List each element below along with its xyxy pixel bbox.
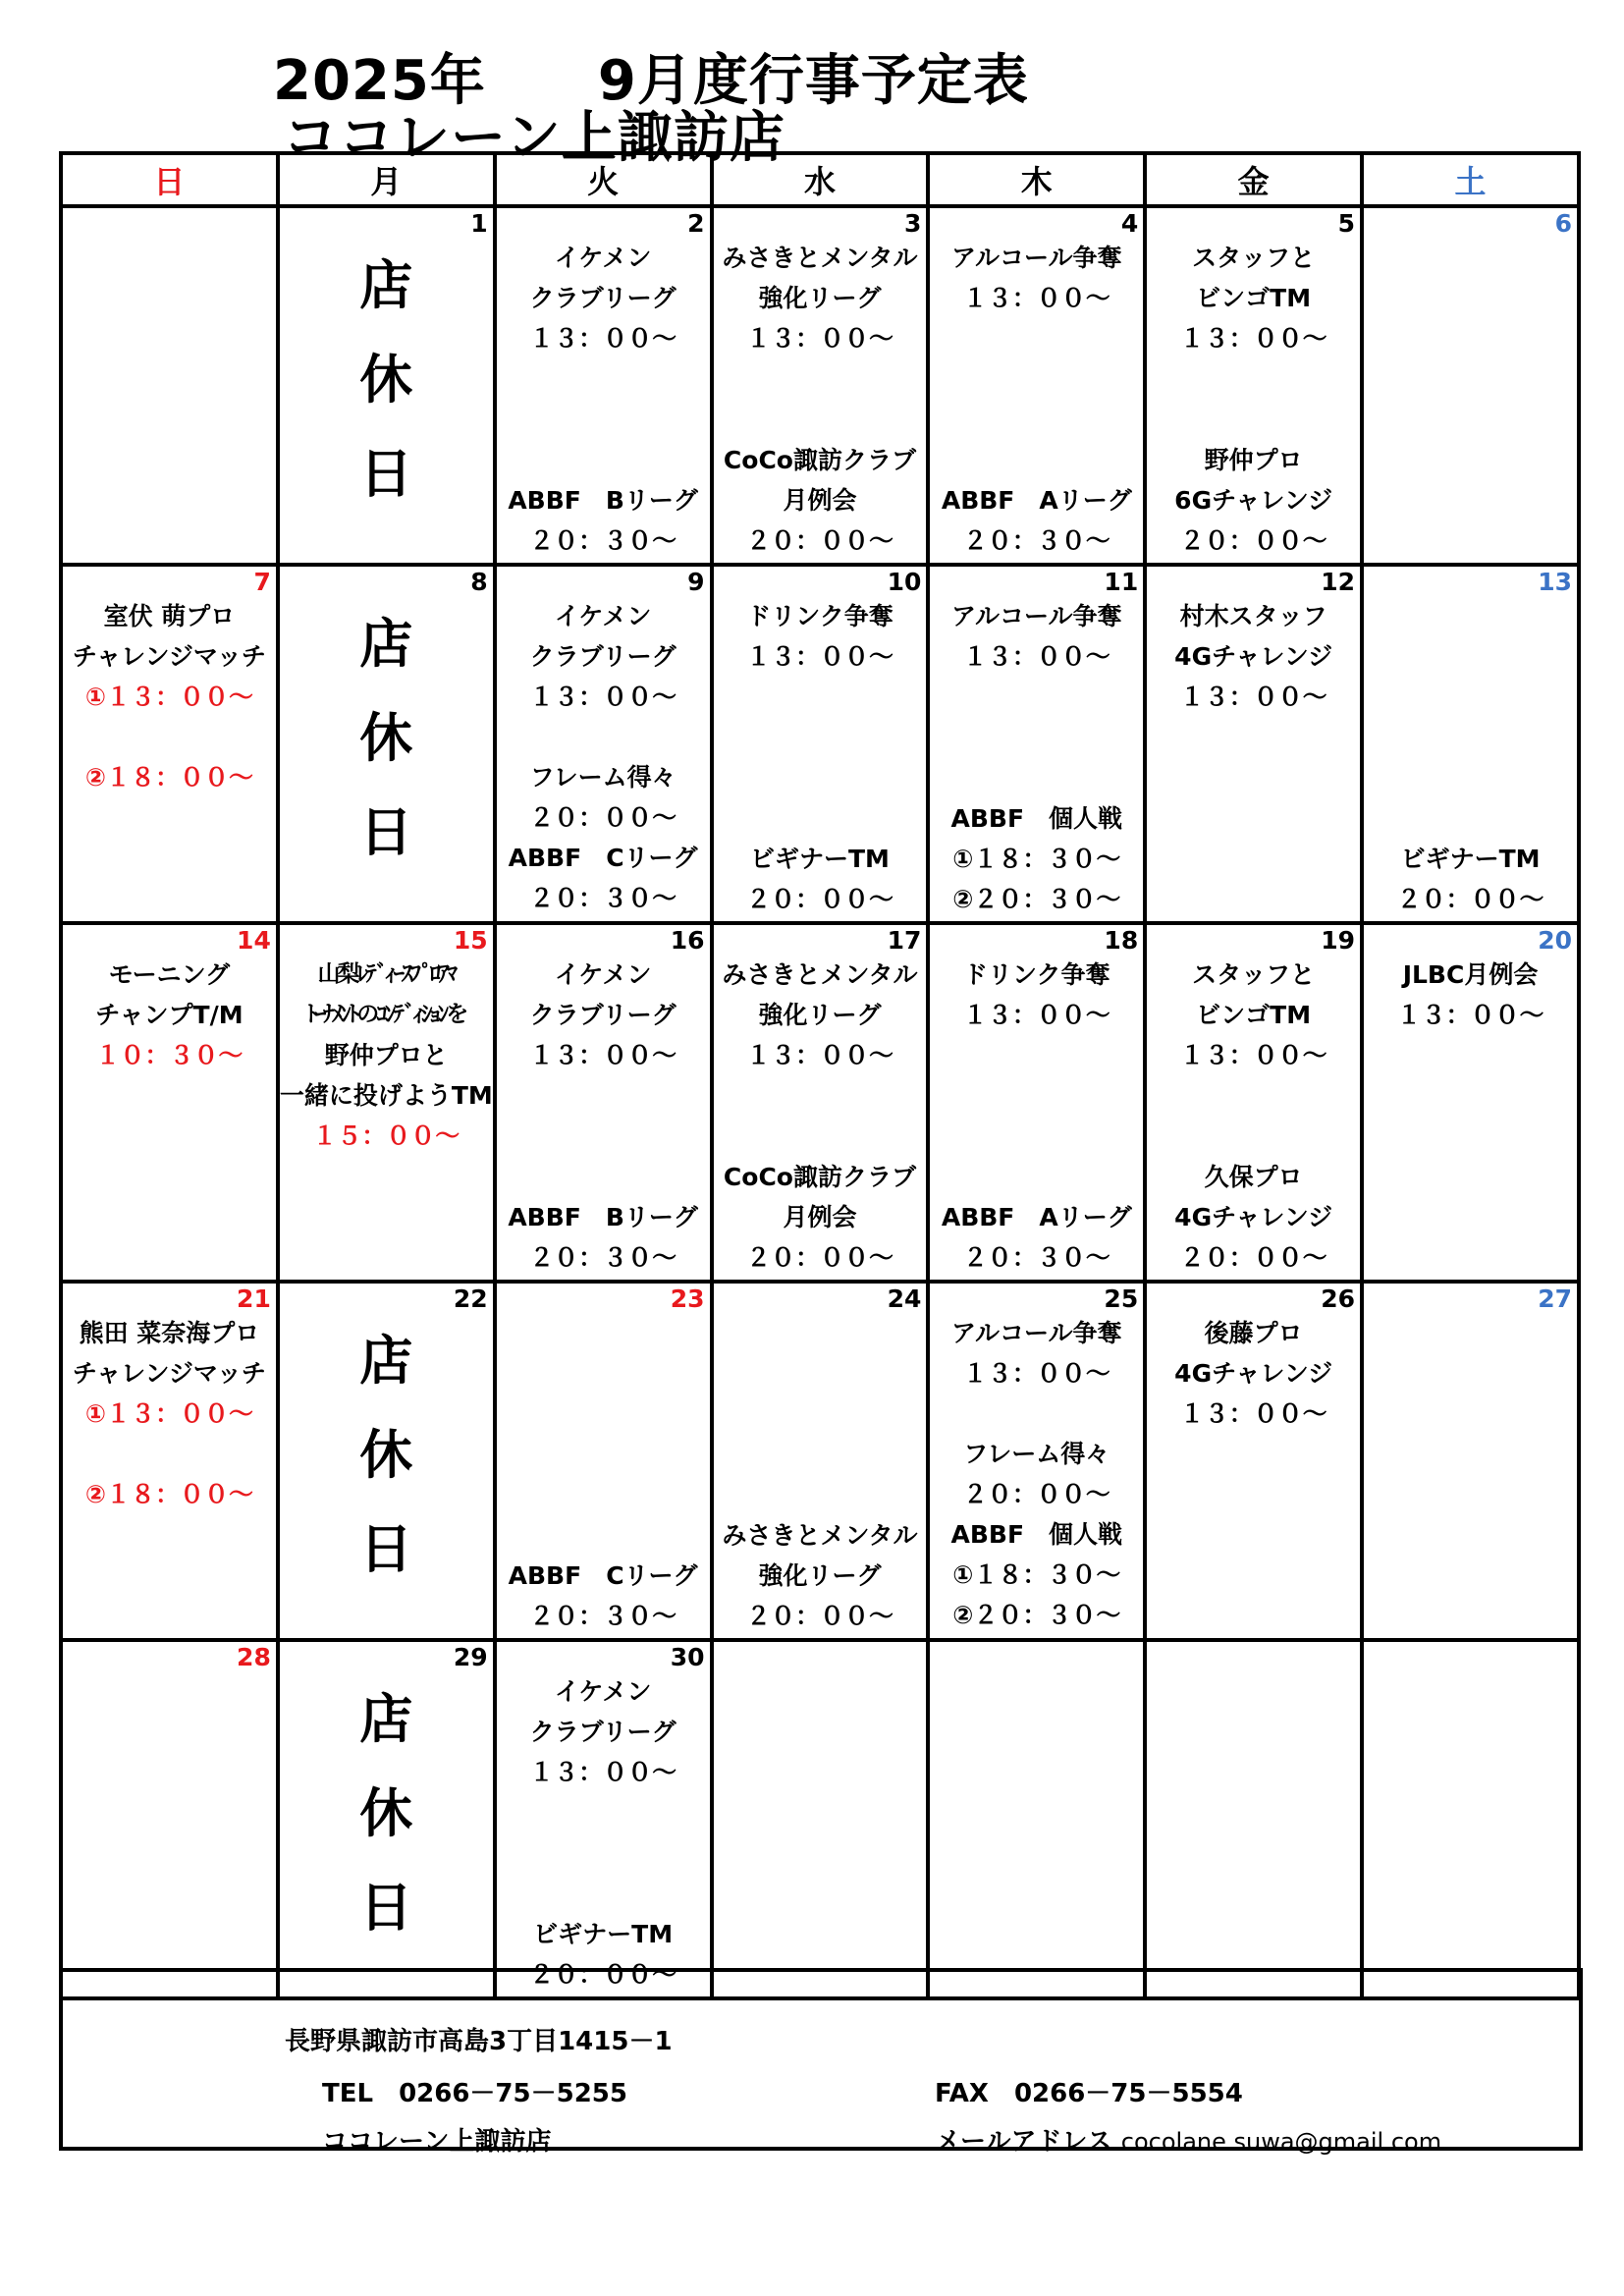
- event-line: クラブリーグ: [529, 1001, 677, 1029]
- day-number: 28: [237, 1643, 271, 1671]
- store-mail: [935, 2121, 1441, 2158]
- day-number: 29: [453, 1643, 488, 1671]
- event-line: ビギナーTM: [533, 1920, 674, 1948]
- event-line: 6Gチャレンジ: [1174, 486, 1333, 515]
- day-number: [1364, 1642, 1577, 1671]
- event-bottom-group: [930, 798, 1143, 919]
- day-number: 17: [887, 926, 922, 955]
- event-line: ２０：００～: [1396, 885, 1544, 913]
- day-number: 22: [453, 1285, 488, 1313]
- day-number: 14: [237, 926, 271, 955]
- spacer: [497, 717, 710, 757]
- event-line: 4Gチャレンジ: [1174, 1203, 1333, 1231]
- day-number: 30: [670, 1643, 705, 1671]
- day-cell: [1145, 923, 1362, 1282]
- event-line: ②２０：３０～: [952, 885, 1121, 913]
- spacer: [63, 717, 276, 757]
- mail-address: cocolane.suwa@gmail.com: [1120, 2128, 1442, 2156]
- event-line: １３：００～: [962, 642, 1110, 671]
- day-cell: [712, 923, 929, 1282]
- event-line: 山梨ﾚﾃﾞｨｰｽﾌﾟﾛｱﾏ: [317, 961, 456, 987]
- event-line: 強化リーグ: [758, 284, 882, 312]
- event-line: イケメン: [554, 602, 652, 630]
- event-bottom-group: [497, 1556, 710, 1636]
- event-bottom-group: [930, 480, 1143, 561]
- store-tel: TEL 0266－75－5255: [322, 2079, 627, 2108]
- event-line: １３：００～: [1179, 1041, 1327, 1069]
- event-line: みさきとメンタル: [722, 244, 918, 272]
- event-line: ２０：００～: [745, 885, 893, 913]
- weekday-sat: 土: [1362, 153, 1579, 206]
- day-number: 26: [1321, 1285, 1356, 1313]
- event-line: ABBF Aリーグ: [941, 486, 1132, 515]
- event-line: ①１３：００～: [84, 683, 253, 711]
- week-row: [61, 565, 1579, 923]
- event-line: 強化リーグ: [758, 1001, 882, 1029]
- day-cell: [61, 206, 278, 565]
- closed-day-label: 休: [359, 707, 413, 769]
- weekday-tue: 火: [495, 153, 712, 206]
- event-line: １３：００～: [529, 324, 677, 353]
- event-bottom-group: [714, 1157, 927, 1278]
- event-bottom-group: [714, 839, 927, 919]
- event-line: イケメン: [554, 244, 652, 272]
- weekday-header-row: [61, 153, 1579, 206]
- event-bottom-group: [1147, 1157, 1360, 1278]
- day-cell: [712, 206, 929, 565]
- day-cell: [495, 1640, 712, 1998]
- day-number: 21: [237, 1285, 271, 1313]
- event-bottom-group: [497, 480, 710, 561]
- event-line: １３：００～: [529, 1041, 677, 1069]
- event-line: ①１８：３０～: [952, 845, 1121, 873]
- week-row: [61, 923, 1579, 1282]
- store-name: ココレーン上諏訪店: [283, 106, 785, 170]
- event-line: 月例会: [783, 1203, 857, 1231]
- event-line: クラブリーグ: [529, 642, 677, 671]
- spacer: [63, 1434, 276, 1474]
- event-line: ドリンク争奪: [963, 960, 1110, 989]
- day-cell: [495, 206, 712, 565]
- event-line: ２０：００～: [745, 526, 893, 555]
- event-line: 月例会: [783, 486, 857, 515]
- event-line: チャンプT/M: [95, 1001, 244, 1029]
- event-line: １３：００～: [745, 324, 893, 353]
- store-fax: FAX 0266－75－5554: [935, 2079, 1243, 2108]
- event-line: ビギナーTM: [749, 845, 890, 873]
- event-line: 後藤プロ: [1204, 1319, 1303, 1347]
- day-cell: [1362, 1640, 1579, 1998]
- day-number: 12: [1321, 568, 1356, 596]
- event-line: ABBF Bリーグ: [508, 1203, 698, 1231]
- event-line: スタッフと: [1192, 960, 1316, 989]
- day-number: 18: [1104, 926, 1139, 955]
- event-line: イケメン: [554, 960, 652, 989]
- day-cell: [61, 1282, 278, 1640]
- event-line: ②１８：００～: [84, 1480, 253, 1508]
- day-number: 20: [1538, 926, 1572, 955]
- day-number: 13: [1538, 568, 1572, 596]
- day-number: 19: [1321, 926, 1356, 955]
- day-number: 2: [687, 209, 705, 238]
- day-cell: [928, 1640, 1145, 1998]
- day-cell: [278, 206, 495, 565]
- event-line: 室伏 萌プロ: [103, 602, 236, 630]
- event-line: フレーム得々: [963, 1440, 1110, 1468]
- day-number: 3: [903, 209, 922, 238]
- event-line: 野仲プロと: [324, 1041, 448, 1069]
- event-line: ２０：００～: [745, 1243, 893, 1272]
- event-line: １０：３０～: [95, 1041, 244, 1069]
- day-number: 10: [887, 568, 922, 596]
- day-cell: [928, 206, 1145, 565]
- event-line: ABBF 個人戦: [950, 804, 1123, 833]
- event-line: 一緒に投げようTM: [279, 1081, 493, 1110]
- closed-day-label: 日: [359, 1518, 413, 1580]
- day-number: 6: [1554, 209, 1572, 238]
- day-cell: [1145, 565, 1362, 923]
- day-cell: [1145, 206, 1362, 565]
- event-line: ２０：００～: [745, 1602, 893, 1630]
- day-number: 24: [887, 1285, 922, 1313]
- event-line: ビンゴTM: [1196, 284, 1312, 312]
- event-bottom-group: [930, 1197, 1143, 1278]
- day-number: [63, 208, 276, 238]
- event-line: ビギナーTM: [1400, 845, 1541, 873]
- closed-day-label: 休: [359, 349, 413, 410]
- day-cell: [712, 565, 929, 923]
- day-cell: [61, 1640, 278, 1998]
- day-cell: [1145, 1282, 1362, 1640]
- day-number: 16: [670, 926, 705, 955]
- day-number: 25: [1104, 1285, 1139, 1313]
- event-line: ２０：００～: [529, 803, 677, 832]
- event-line: １３：００～: [962, 1001, 1110, 1029]
- event-line: JLBC月例会: [1402, 960, 1539, 989]
- weekday-thu: 木: [928, 153, 1145, 206]
- event-line: ２０：３０～: [529, 1243, 677, 1272]
- mail-label: メールアドレス: [935, 2127, 1112, 2157]
- day-cell: [928, 923, 1145, 1282]
- event-line: クラブリーグ: [529, 284, 677, 312]
- day-number: [930, 1642, 1143, 1671]
- week-row: [61, 1282, 1579, 1640]
- event-line: アルコール争奪: [951, 244, 1122, 272]
- event-line: 久保プロ: [1204, 1163, 1303, 1191]
- event-line: みさきとメンタル: [722, 960, 918, 989]
- weekday-mon: 月: [278, 153, 495, 206]
- event-line: 4Gチャレンジ: [1174, 1359, 1333, 1388]
- event-line: 熊田 菜奈海プロ: [79, 1319, 260, 1347]
- day-number: 23: [670, 1285, 705, 1313]
- event-line: アルコール争奪: [951, 1319, 1122, 1347]
- closed-day-label: 休: [359, 1424, 413, 1486]
- event-line: ABBF Cリーグ: [508, 844, 698, 872]
- event-line: １３：００～: [1179, 1399, 1327, 1428]
- event-line: アルコール争奪: [951, 602, 1122, 630]
- day-cell: [1362, 923, 1579, 1282]
- weekday-sun: 日: [61, 153, 278, 206]
- event-line: 4Gチャレンジ: [1174, 642, 1333, 671]
- day-number: 1: [470, 209, 488, 238]
- day-cell: [495, 1282, 712, 1640]
- event-bottom-group: [1364, 839, 1577, 919]
- event-line: ドリンク争奪: [746, 602, 893, 630]
- event-line: 強化リーグ: [758, 1561, 882, 1590]
- spacer: [930, 1394, 1143, 1434]
- closed-day-label: 店: [359, 1688, 413, 1750]
- page-title: 2025年 9月度行事予定表: [273, 49, 1029, 113]
- weekday-wed: 水: [712, 153, 929, 206]
- day-number: 4: [1120, 209, 1139, 238]
- day-number: 5: [1337, 209, 1356, 238]
- event-line: ２０：３０～: [962, 526, 1110, 555]
- week-row: [61, 1640, 1579, 1998]
- day-cell: [278, 1640, 495, 1998]
- event-line: １３：００～: [745, 1041, 893, 1069]
- event-line: ②１８：００～: [84, 763, 253, 792]
- closed-day-label: 日: [359, 1877, 413, 1939]
- event-line: フレーム得々: [529, 763, 677, 792]
- event-line: みさきとメンタル: [722, 1521, 918, 1550]
- day-number: 7: [253, 568, 271, 596]
- day-cell: [61, 923, 278, 1282]
- event-line: 村木スタッフ: [1179, 602, 1327, 630]
- event-line: イケメン: [554, 1677, 652, 1706]
- event-line: ①１８：３０～: [952, 1560, 1121, 1589]
- event-line: ２０：００～: [529, 1960, 677, 1989]
- event-line: １３：００～: [529, 1758, 677, 1786]
- event-line: ２０：００～: [1179, 526, 1327, 555]
- event-line: ２０：３０～: [529, 526, 677, 555]
- day-number: [714, 1642, 927, 1671]
- event-line: ﾄｰﾅﾒﾝﾄのｺﾝﾃﾞｨｼｮﾝを: [306, 1002, 466, 1027]
- day-cell: [495, 565, 712, 923]
- week-row: [61, 206, 1579, 565]
- event-line: ２０：３０～: [529, 884, 677, 912]
- day-number: 27: [1538, 1285, 1572, 1313]
- store-name-footer: ココレーン上諏訪店: [322, 2127, 552, 2157]
- closed-day-label: 休: [359, 1782, 413, 1844]
- day-number: 11: [1104, 568, 1139, 596]
- event-line: ABBF Bリーグ: [508, 486, 698, 515]
- day-number: 8: [470, 568, 488, 596]
- closed-day-label: 店: [359, 613, 413, 675]
- day-cell: [712, 1282, 929, 1640]
- day-cell: [1362, 1282, 1579, 1640]
- closed-day-label: 日: [359, 801, 413, 863]
- event-line: ABBF Aリーグ: [941, 1203, 1132, 1231]
- day-cell: [278, 565, 495, 923]
- day-number: [1147, 1642, 1360, 1671]
- day-number: 15: [453, 926, 488, 955]
- day-cell: [278, 1282, 495, 1640]
- weekday-fri: 金: [1145, 153, 1362, 206]
- event-line: １３：００～: [1396, 1001, 1544, 1029]
- closed-day-label: 店: [359, 1330, 413, 1392]
- day-cell: [1362, 565, 1579, 923]
- day-number: 9: [687, 568, 705, 596]
- event-line: モーニング: [108, 960, 231, 989]
- store-address: 長野県諏訪市高島3丁目1415－1: [285, 2027, 673, 2056]
- event-bottom-group: [1147, 440, 1360, 561]
- day-cell: [1145, 1640, 1362, 1998]
- event-line: １３：００～: [962, 284, 1110, 312]
- day-cell: [928, 1282, 1145, 1640]
- day-cell: [278, 923, 495, 1282]
- day-cell: [495, 923, 712, 1282]
- event-line: ABBF 個人戦: [950, 1520, 1123, 1549]
- event-line: スタッフと: [1192, 244, 1316, 272]
- event-line: チャレンジマッチ: [72, 642, 266, 671]
- event-line: ２０：００～: [962, 1480, 1110, 1508]
- event-line: ２０：００～: [1179, 1243, 1327, 1272]
- event-line: チャレンジマッチ: [72, 1359, 266, 1388]
- event-line: CoCo諏訪クラブ: [723, 446, 916, 474]
- event-line: ①１３：００～: [84, 1399, 253, 1428]
- event-line: ②２０：３０～: [952, 1601, 1121, 1629]
- day-cell: [1362, 206, 1579, 565]
- day-cell: [61, 565, 278, 923]
- day-cell: [928, 565, 1145, 923]
- store-info-box: [59, 1968, 1583, 2157]
- event-line: １３：００～: [1179, 324, 1327, 353]
- event-line: CoCo諏訪クラブ: [723, 1163, 916, 1191]
- event-line: ２０：３０～: [529, 1602, 677, 1630]
- day-cell: [712, 1640, 929, 1998]
- event-line: ABBF Cリーグ: [508, 1561, 698, 1590]
- event-line: １５：００～: [312, 1121, 460, 1150]
- event-line: １３：００～: [1179, 683, 1327, 711]
- event-bottom-group: [714, 1515, 927, 1636]
- event-bottom-group: [497, 1197, 710, 1278]
- calendar-table: [59, 151, 1581, 2000]
- event-line: ２０：３０～: [962, 1243, 1110, 1272]
- event-line: 野仲プロ: [1204, 446, 1303, 474]
- event-line: ビンゴTM: [1196, 1001, 1312, 1029]
- event-line: １３：００～: [962, 1359, 1110, 1388]
- closed-day-label: 店: [359, 254, 413, 316]
- event-line: クラブリーグ: [529, 1718, 677, 1746]
- event-bottom-group: [714, 440, 927, 561]
- event-line: １３：００～: [529, 683, 677, 711]
- event-line: １３：００～: [745, 642, 893, 671]
- closed-day-label: 日: [359, 443, 413, 505]
